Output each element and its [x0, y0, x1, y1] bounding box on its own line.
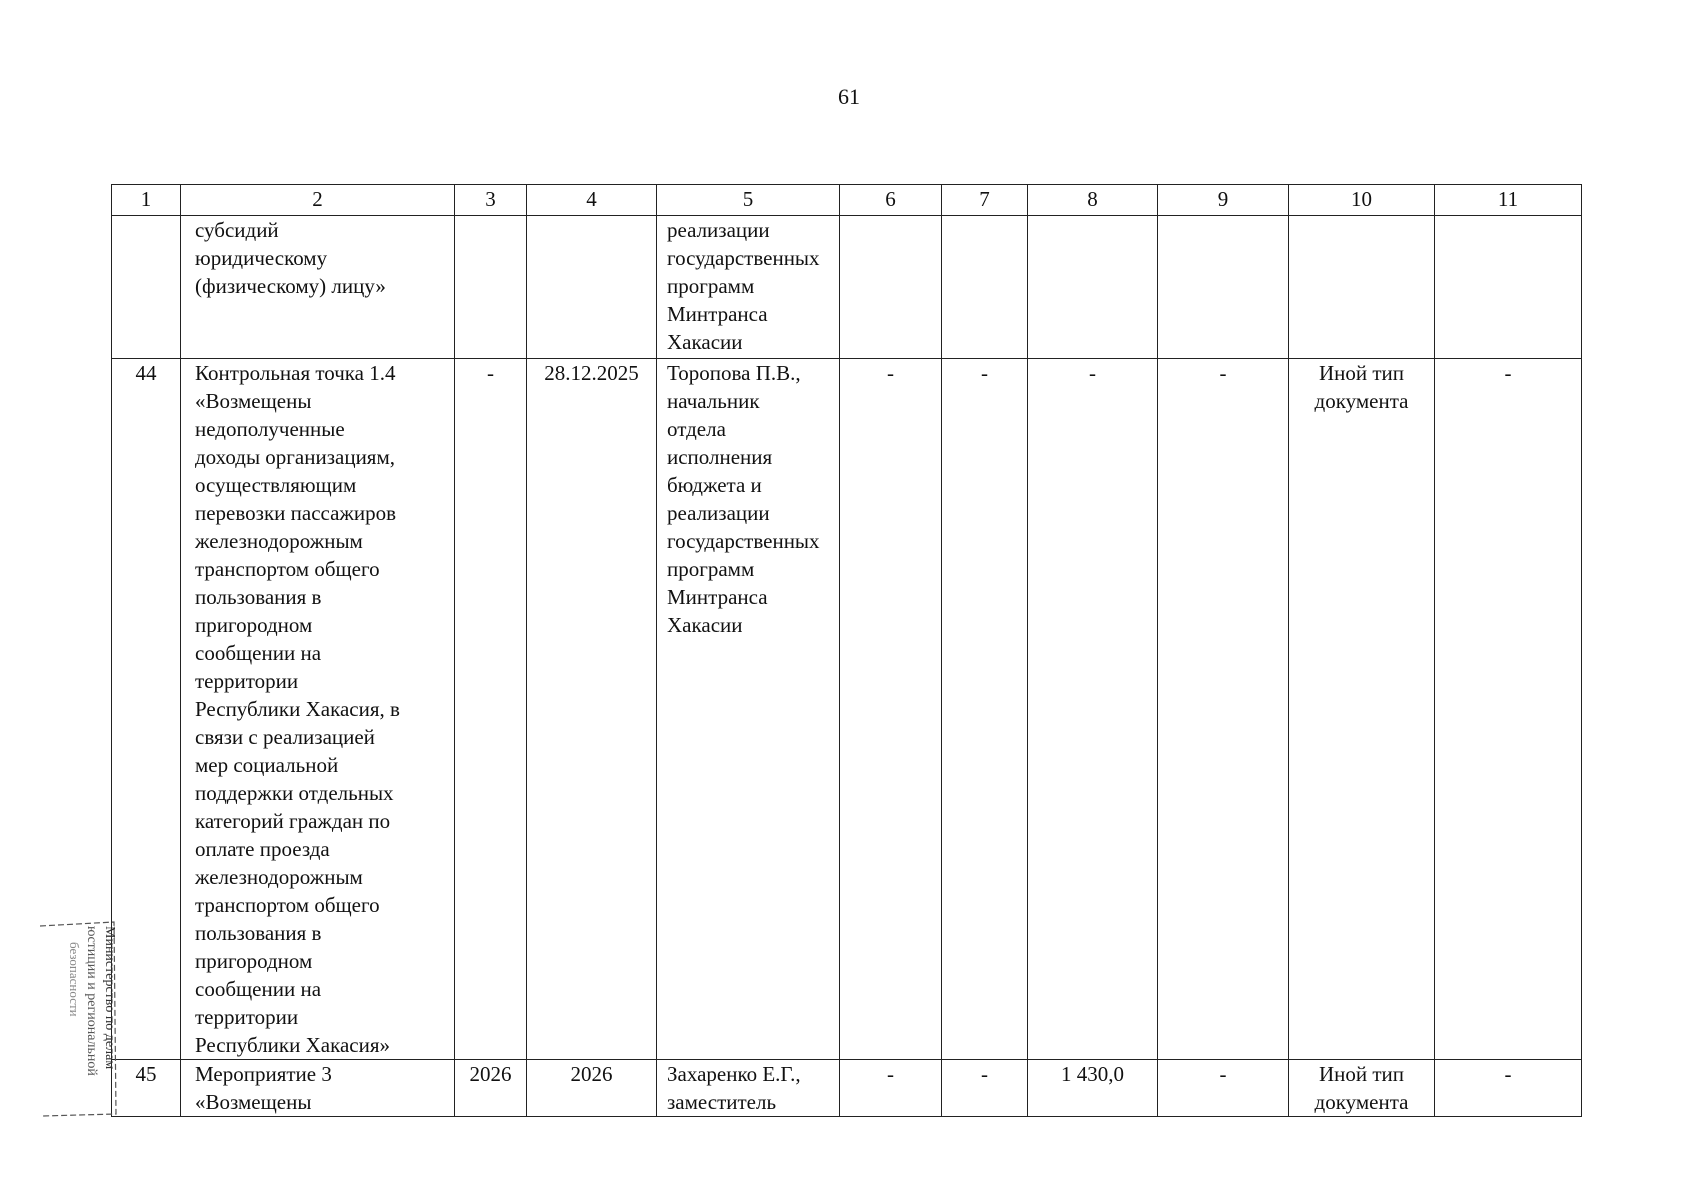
registration-stamp-icon: [36, 918, 118, 1118]
cell-responsible: [657, 216, 840, 359]
cell-text-line: связи с реализацией: [195, 725, 375, 749]
document-table: [111, 184, 1582, 1117]
cell-text-line: документа: [1314, 389, 1409, 413]
header-col-4: 4: [527, 185, 657, 216]
svg-text:юстиции и региональной: юстиции и региональной: [84, 926, 99, 1076]
cell-text-line: Захаренко Е.Г.,: [667, 1062, 801, 1086]
table-row-45: [112, 1060, 1582, 1117]
cell-text-line: исполнения: [667, 445, 773, 469]
cell-col-8: [1028, 216, 1158, 359]
cell-text-line: государственных: [667, 246, 820, 270]
cell-text-line: пригородном: [195, 949, 313, 973]
table-row-44: [112, 359, 1582, 1060]
cell-text-line: Хакасии: [667, 330, 743, 354]
header-col-10: 10: [1289, 185, 1435, 216]
cell-text-line: недополученные: [195, 417, 345, 441]
header-col-1: 1: [112, 185, 181, 216]
cell-number: [112, 216, 181, 359]
cell-col-11: -: [1435, 359, 1582, 1060]
table-row-continuation: [112, 216, 1582, 359]
cell-text-line: заместитель: [667, 1090, 777, 1114]
cell-col-9: -: [1158, 359, 1289, 1060]
cell-text-line: программ: [667, 557, 755, 581]
cell-text-line: реализации: [667, 501, 770, 525]
cell-amount: 1 430,0: [1028, 1060, 1158, 1117]
cell-col-10: [1289, 216, 1435, 359]
cell-event-name: [181, 1060, 455, 1117]
cell-text-line: бюджета и: [667, 473, 762, 497]
cell-text-line: поддержки отдельных: [195, 781, 394, 805]
header-col-2: 2: [181, 185, 455, 216]
cell-text-line: Минтранса: [667, 302, 768, 326]
cell-text-line: сообщении на: [195, 977, 322, 1001]
cell-text-line: документа: [1314, 1090, 1409, 1114]
cell-text-line: юридическому: [195, 246, 328, 270]
cell-text-line: доходы организациям,: [195, 445, 396, 469]
svg-text:Министерство по делам: Министерство по делам: [102, 926, 117, 1070]
cell-text-line: (физическому) лицу»: [195, 274, 386, 298]
cell-document-type: [1289, 1060, 1435, 1117]
cell-text-line: Республики Хакасия»: [195, 1033, 391, 1057]
cell-col-7: -: [942, 1060, 1028, 1117]
cell-event-name: [181, 359, 455, 1060]
cell-text-line: территории: [195, 669, 299, 693]
cell-number: 45: [112, 1060, 181, 1117]
cell-responsible: [657, 359, 840, 1060]
cell-document-type: [1289, 359, 1435, 1060]
cell-end: 28.12.2025: [527, 359, 657, 1060]
cell-number: 44: [112, 359, 181, 1060]
cell-text-line: программ: [667, 274, 755, 298]
header-row: [112, 185, 1582, 216]
cell-start: -: [455, 359, 527, 1060]
header-col-3: 3: [455, 185, 527, 216]
cell-end: 2026: [527, 1060, 657, 1117]
cell-text-line: сообщении на: [195, 641, 322, 665]
cell-text-line: Республики Хакасия, в: [195, 697, 400, 721]
cell-text-line: мер социальной: [195, 753, 339, 777]
page-number: 61: [838, 84, 860, 109]
header-col-11: 11: [1435, 185, 1582, 216]
cell-text-line: железнодорожным: [195, 865, 363, 889]
cell-text-line: пригородном: [195, 613, 313, 637]
cell-text-line: перевозки пассажиров: [195, 501, 397, 525]
cell-col-7: [942, 216, 1028, 359]
cell-start: 2026: [455, 1060, 527, 1117]
cell-text-line: Иной тип: [1318, 361, 1405, 385]
cell-col-11: [1435, 216, 1582, 359]
cell-text-line: Иной тип: [1318, 1062, 1405, 1086]
cell-text-line: «Возмещены: [195, 1090, 312, 1114]
header-col-8: 8: [1028, 185, 1158, 216]
cell-text-line: реализации: [667, 218, 770, 242]
cell-col-9: -: [1158, 1060, 1289, 1117]
header-col-7: 7: [942, 185, 1028, 216]
cell-text-line: категорий граждан по: [195, 809, 391, 833]
cell-start: [455, 216, 527, 359]
cell-text-line: территории: [195, 1005, 299, 1029]
cell-col-8: -: [1028, 359, 1158, 1060]
cell-end: [527, 216, 657, 359]
cell-text-line: начальник: [667, 389, 760, 413]
cell-text-line: пользования в: [195, 585, 322, 609]
cell-text-line: «Возмещены: [195, 389, 312, 413]
cell-text-line: Минтранса: [667, 585, 768, 609]
cell-text-line: транспортом общего: [195, 893, 380, 917]
cell-text-line: отдела: [667, 417, 726, 441]
cell-col-6: [840, 216, 942, 359]
header-col-6: 6: [840, 185, 942, 216]
cell-text-line: оплате проезда: [195, 837, 330, 861]
cell-col-9: [1158, 216, 1289, 359]
cell-col-6: -: [840, 1060, 942, 1117]
cell-text-line: осуществляющим: [195, 473, 357, 497]
cell-col-7: -: [942, 359, 1028, 1060]
cell-text-line: субсидий: [195, 218, 279, 242]
svg-text:безопасности: безопасности: [67, 942, 82, 1017]
cell-text-line: транспортом общего: [195, 557, 380, 581]
cell-col-6: -: [840, 359, 942, 1060]
cell-text-line: железнодорожным: [195, 529, 363, 553]
header-col-9: 9: [1158, 185, 1289, 216]
cell-text-line: государственных: [667, 529, 820, 553]
cell-event-name: [181, 216, 455, 359]
cell-text-line: Хакасии: [667, 613, 743, 637]
cell-text-line: Торопова П.В.,: [667, 361, 801, 385]
cell-responsible: [657, 1060, 840, 1117]
cell-text-line: Контрольная точка 1.4: [195, 361, 396, 385]
cell-text-line: пользования в: [195, 921, 322, 945]
header-col-5: 5: [657, 185, 840, 216]
cell-col-11: -: [1435, 1060, 1582, 1117]
cell-text-line: Мероприятие 3: [195, 1062, 332, 1086]
